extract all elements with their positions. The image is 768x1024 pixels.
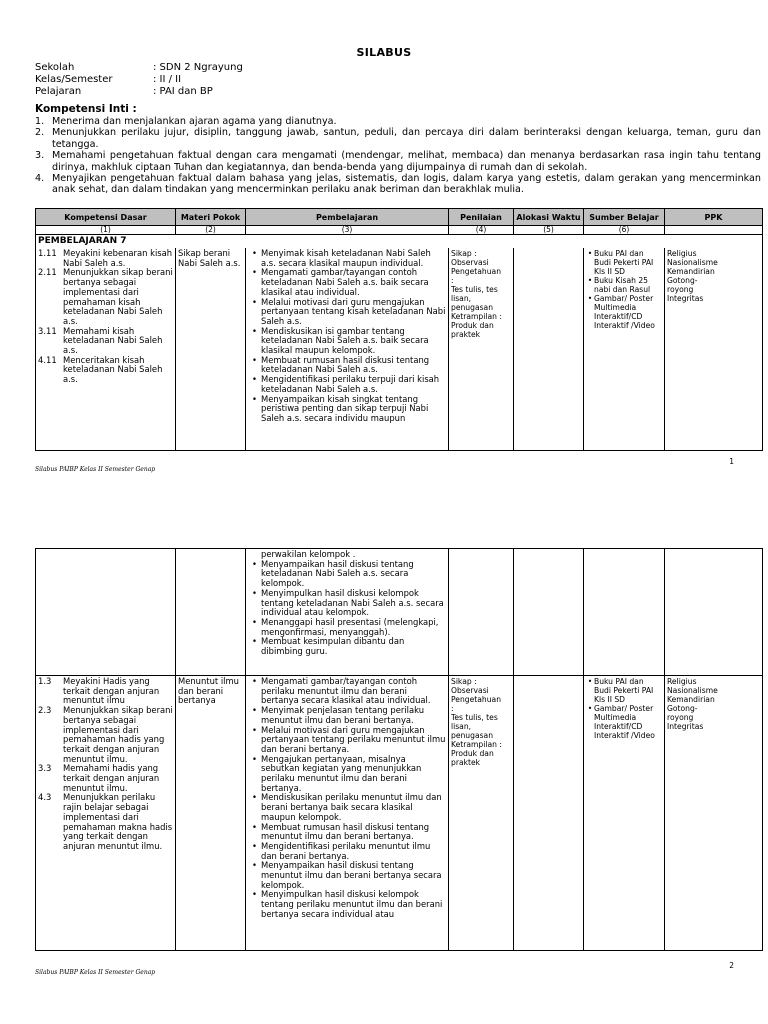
table-row [36,676,763,951]
penilaian-line: lisan, [451,722,472,731]
column-number: (5) [514,226,584,235]
cell-kompetensi-dasar [36,248,176,450]
penilaian-line: Observasi [451,686,489,695]
list-item: • Buku PAI dan Budi Pekerti PAI Kls II SD [586,249,662,276]
list-item-text: Melalui motivasi dari guru mengajukan pertanyaan tentang perilaku menuntut ilmu dan berani bertanya. [261,724,446,754]
cell-sumber-belajar [584,248,665,450]
cell-kompetensi-dasar [36,676,176,951]
cell-sumber-belajar [584,549,665,676]
meta-row-sekolah [35,62,243,74]
ppk-line: Kemandirian [667,695,715,704]
list-item: • Menyimak kisah keteladanan Nabi Saleh a.s. secara klasikal maupun individual. [248,249,446,268]
page-number: 1 [729,457,734,466]
list-item: • Melalui motivasi dari guru mengajukan pertanyaan tentang perilaku menuntut ilmu dan berani bertanya. [252,724,446,754]
section-row [36,235,763,249]
column-number: (3) [246,226,449,235]
list-item-text: Membuat rumusan hasil diskusi tentang keteladanan Nabi Saleh a.s. [261,354,430,375]
ppk-line: Nasionalisme [667,686,718,695]
ppk-line: Gotong- [667,276,698,285]
ppk-line: Integritas [667,722,704,731]
list-item-text: Menanggapi hasil presentasi (melengkapi, mengonfirmasi, menyanggah). [261,616,439,637]
list-item: • Gambar/ Poster Multimedia Interaktif/CD Interaktif /Video [586,294,662,330]
meta-row-kelas [35,74,243,86]
kd-number: 3.11 [38,325,57,336]
pembelajaran-list [248,249,446,424]
ppk-line: Religius [667,249,697,258]
list-item-text: Menyimak kisah keteladanan Nabi Saleh a.s. secara klasikal maupun individual. [261,248,431,268]
pembelajaran-list [248,550,446,657]
kompetensi-inti-list [35,116,761,196]
ki-number: 3. [35,150,45,162]
penilaian-line: lisan, [451,294,472,303]
column-number: (4) [449,226,514,235]
ppk-line: Religius [667,677,697,686]
penilaian-line: Produk dan [451,749,494,758]
column-number-row [36,226,763,235]
kd-text: Menunjukkan sikap berani bertanya sebagai implementasi dari pemahaman kisah keteladanan Nabi Saleh a.s. [63,267,173,326]
table-row [36,248,763,450]
kompetensi-inti-item [35,173,761,196]
list-item-text: Buku PAI dan Budi Pekerti PAI Kls II SD [594,677,654,704]
penilaian-line: Ketrampilan : [451,740,502,749]
meta-value: : SDN 2 Ngrayung [153,62,243,73]
meta-label: Sekolah [35,62,75,73]
list-item-text: Mengajukan pertanyaan, misalnya sebutkan kegiatan yang menunjukkan perilaku menuntut ilmu dan berani bertanya. [261,753,422,793]
ki-text: Menyajikan pengetahuan faktual dalam bahasa yang jelas, sistematis, dan logis, dalam karya yang estetis, dalam gerakan yang mencerminkan anak sehat, dan dalam tindakan yang mencerminkan perilaku anak beriman dan berakhlak mulia. [52,173,761,196]
list-item: • Membuat rumusan hasil diskusi tentang menuntut ilmu dan berani bertanya. [248,823,446,842]
list-item-text: Mengidentifikasi perilaku menuntut ilmu dan berani bertanya. [261,840,431,861]
list-item-text: perwakilan kelompok . [261,549,356,559]
ppk-line: royong [667,713,694,722]
penilaian-line: Pengetahuan [451,267,502,276]
penilaian-line: Sikap : [451,677,477,686]
list-item-text: Mengamati gambar/tayangan contoh perilaku menuntut ilmu dan berani bertanya secara klasikal atau individual. [261,676,431,706]
list-item-text: Buku PAI dan Budi Pekerti PAI Kls II SD [594,249,654,276]
kd-text: Meyakini kebenaran kisah Nabi Saleh a.s. [63,248,173,268]
cell-ppk [665,248,763,450]
cell-materi-pokok [176,549,246,676]
list-item-text: Buku Kisah 25 nabi dan Rasul [594,276,651,294]
kompetensi-inti-item [35,116,761,127]
list-item-text: Menyimpulkan hasil diskusi kelompok tentang keteladanan Nabi Saleh a.s. secara individual atau kelompok. [261,587,444,618]
kd-number: 1.3 [38,676,52,686]
kompetensi-inti-item [35,127,761,150]
page-footer: Silabus PAIBP Kelas II Semester Genap [35,466,156,473]
list-item: • Gambar/ Poster Multimedia Interaktif/CD Interaktif /Video [586,704,662,740]
meta-value: : PAI dan BP [153,86,213,97]
penilaian-line: Produk dan [451,321,494,330]
kd-text: Menunjukkan perilaku rajin belajar sebagai implementasi dari pemahaman makna hadis yang terkait dengan anjuran menuntut ilmu. [63,792,173,851]
list-item: • Buku PAI dan Budi Pekerti PAI Kls II SD [586,677,662,704]
page-1 [0,0,768,480]
list-item: • Menyampaikan hasil diskusi tentang keteladanan Nabi Saleh a.s. secara kelompok. [248,560,446,589]
ppk-line: Gotong- [667,704,698,713]
cell-alokasi-waktu [514,676,584,951]
ppk-line: Nasionalisme [667,258,718,267]
cell-penilaian [449,549,514,676]
kd-item [38,327,173,356]
column-number [665,226,763,235]
list-item-text: Menyimak penjelasan tentang perilaku menuntut ilmu dan berani bertanya. [261,705,424,725]
ki-number: 2. [35,127,45,139]
kd-text: Meyakini Hadis yang terkait dengan anjuran menuntut ilmu [63,676,160,706]
cell-penilaian [449,248,514,450]
kd-number: 1.11 [38,248,57,258]
page-number: 2 [729,961,734,970]
kd-text: Menunjukkan sikap berani bertanya sebagai implementasi dari pemahaman hadis yang terkait dengan anjuran menuntut ilmu. [63,705,173,764]
list-item: • Menyimak penjelasan tentang perilaku menuntut ilmu dan berani bertanya. [248,706,446,725]
column-number: (6) [584,226,665,235]
ki-text: Memahami pengetahuan faktual dengan cara mengamati (mendengar, melihat, membaca) dan menanya berdasarkan rasa ingin tahu tentang dirinya, makhluk ciptaan Tuhan dan kegiatannya, dan benda-benda yang dijumpainya di rumah dan di sekolah. [52,150,761,173]
list-item-text: Mengidentifikasi perilaku terpuji dari kisah keteladanan Nabi Saleh a.s. [261,374,440,394]
header-pembelajaran: Pembelajaran [246,209,449,226]
ppk-line: royong [667,285,694,294]
list-item-text: Melalui motivasi dari guru mengajukan pertanyaan tentang kisah keteladanan Nabi Saleh a.s. [261,296,446,326]
penilaian-line: penugasan [451,303,494,312]
meta-label: Kelas/Semester [35,74,113,85]
kd-number: 2.3 [38,705,52,716]
page-2 [0,480,768,1024]
ki-number: 1. [35,116,45,127]
column-number: (1) [36,226,176,235]
list-item-text: Mendiskusikan isi gambar tentang keteladanan Nabi Saleh a.s. baik secara klasikal maupun kelompok. [261,325,429,356]
list-item: • Menyimpulkan hasil diskusi kelompok tentang keteladanan Nabi Saleh a.s. secara individual atau kelompok. [248,589,446,618]
kd-item [38,268,173,326]
kd-item [38,706,173,764]
pembelajaran-list [248,677,446,920]
list-item-text: Mendiskusikan perilaku menuntut ilmu dan berani bertanya baik secara klasikal maupun kelompok. [261,792,442,822]
cell-sumber-belajar [584,676,665,951]
penilaian-line: praktek [451,758,481,767]
kd-number: 3.3 [38,763,52,774]
cell-ppk [665,676,763,951]
list-item-text: Menyampaikan hasil diskusi tentang menuntut ilmu dan berani bertanya secara kelompok. [261,860,442,890]
kd-item [38,677,173,706]
cell-alokasi-waktu [514,549,584,676]
cell-alokasi-waktu [514,248,584,450]
list-item-text: Membuat rumusan hasil diskusi tentang menuntut ilmu dan berani bertanya. [261,821,430,842]
kd-text: Memahami hadis yang terkait dengan anjuran menuntut ilmu. [63,763,160,793]
list-item: • Membuat rumusan hasil diskusi tentang keteladanan Nabi Saleh a.s. [248,356,446,375]
cell-materi-pokok: Menuntut ilmu dan berani bertanya [176,676,246,951]
section-label: PEMBELAJARAN 7 [36,235,763,249]
list-item: • Mengajukan pertanyaan, misalnya sebutkan kegiatan yang menunjukkan perilaku menuntut ilmu dan berani bertanya. [248,755,446,794]
list-item-text: Mengamati gambar/tayangan contoh keteladanan Nabi Saleh a.s. baik secara klasikal atau individual. [261,267,429,297]
silabus-table-page-1 [35,208,763,451]
ki-text: Menerima dan menjalankan ajaran agama yang dianutnya. [52,116,337,127]
cell-kompetensi-dasar [36,549,176,676]
list-item: • Mendiskusikan isi gambar tentang keteladanan Nabi Saleh a.s. baik secara klasikal maupun kelompok. [248,327,446,356]
document-meta [35,62,243,98]
kd-number: 2.11 [38,267,57,278]
header-sumber-belajar: Sumber Belajar [584,209,665,226]
meta-row-pelajaran [35,86,243,98]
cell-pembelajaran [246,676,449,951]
meta-label: Pelajaran [35,86,82,97]
list-item: • Mengamati gambar/tayangan contoh keteladanan Nabi Saleh a.s. baik secara klasikal atau individual. [248,268,446,297]
document-title: SILABUS [356,46,412,59]
list-item: • Menyampaikan hasil diskusi tentang menuntut ilmu dan berani bertanya secara kelompok. [248,861,446,890]
kd-number: 4.11 [38,354,57,365]
column-number: (2) [176,226,246,235]
penilaian-line: penugasan [451,731,494,740]
penilaian-line: Pengetahuan [451,695,502,704]
penilaian-line: Tes tulis, tes [451,713,498,722]
penilaian-line: : [451,276,454,285]
list-item: • Mengidentifikasi perilaku menuntut ilmu dan berani bertanya. [248,842,446,861]
ppk-line: Integritas [667,294,704,303]
list-item: • Membuat kesimpulan dibantu dan dibimbing guru. [248,637,446,656]
silabus-table-page-2 [35,548,763,951]
list-item-text: Menyimpulkan hasil diskusi kelompok tentang perilaku menuntut ilmu dan berani bertanya secara individual atau [261,889,443,919]
kompetensi-inti-item [35,150,761,173]
list-item-text: Membuat kesimpulan dibantu dan dibimbing guru. [261,636,405,657]
kd-item [38,764,173,793]
list-item: • Mendiskusikan perilaku menuntut ilmu dan berani bertanya baik secara klasikal maupun kelompok. [248,793,446,822]
list-item-text: Menyampaikan hasil diskusi tentang keteladanan Nabi Saleh a.s. secara kelompok. [261,558,414,589]
kd-item [38,249,173,268]
kd-number: 4.3 [38,792,52,803]
kd-item [38,356,173,385]
list-item-text: Gambar/ Poster Multimedia Interaktif/CD Interaktif /Video [594,704,655,740]
penilaian-line: Observasi [451,258,489,267]
ki-text: Menunjukkan perilaku jujur, disiplin, tanggung jawab, santun, peduli, dan percaya diri dalam berinteraksi dengan keluarga, teman, guru dan tetangga. [52,127,761,150]
list-item: • Buku Kisah 25 nabi dan Rasul [586,276,662,294]
cell-pembelajaran [246,248,449,450]
meta-value: : II / II [153,74,182,85]
header-ppk: PPK [665,209,763,226]
cell-materi-pokok: Sikap berani Nabi Saleh a.s. [176,248,246,450]
ki-number: 4. [35,173,45,185]
sumber-list [586,677,662,740]
page-footer: Silabus PAIBP Kelas II Semester Genap [35,969,156,976]
header-alokasi-waktu: Alokasi Waktu [514,209,584,226]
list-item: • Melalui motivasi dari guru mengajukan pertanyaan tentang kisah keteladanan Nabi Saleh a.s. [252,296,446,326]
penilaian-line: : [451,704,454,713]
table-header-row [36,209,763,226]
penilaian-line: praktek [451,330,481,339]
list-item-text: Gambar/ Poster Multimedia Interaktif/CD Interaktif /Video [594,294,655,330]
list-item: • Menyimpulkan hasil diskusi kelompok tentang perilaku menuntut ilmu dan berani bertanya secara individual atau [248,890,446,919]
kd-text: Menceritakan kisah keteladanan Nabi Saleh a.s. [63,354,163,385]
list-item: • Menyampaikan kisah singkat tentang peristiwa penting dan sikap terpuji Nabi Saleh a.s. secara individu maupun [248,395,446,424]
list-item-text: Menyampaikan kisah singkat tentang peristiwa penting dan sikap terpuji Nabi Saleh a.s. secara individu maupun [261,393,429,423]
penilaian-line: Ketrampilan : [451,312,502,321]
ppk-line: Kemandirian [667,267,715,276]
header-kompetensi-dasar: Kompetensi Dasar [36,209,176,226]
cell-ppk [665,549,763,676]
list-item: • Menanggapi hasil presentasi (melengkapi, mengonfirmasi, menyanggah). [248,618,446,637]
header-penilaian: Penilaian [449,209,514,226]
kd-text: Memahami kisah keteladanan Nabi Saleh a.s. [63,325,163,356]
penilaian-line: Sikap : [451,249,477,258]
table-row-continued [36,549,763,676]
kd-item [38,793,173,851]
penilaian-line: Tes tulis, tes [451,285,498,294]
list-item: • Mengidentifikasi perilaku terpuji dari kisah keteladanan Nabi Saleh a.s. [248,375,446,394]
list-item: • Mengamati gambar/tayangan contoh perilaku menuntut ilmu dan berani bertanya secara klasikal atau individual. [248,677,446,706]
kompetensi-inti-heading: Kompetensi Inti : [35,103,137,115]
header-materi-pokok: Materi Pokok [176,209,246,226]
cell-pembelajaran [246,549,449,676]
sumber-list [586,249,662,330]
cell-penilaian [449,676,514,951]
